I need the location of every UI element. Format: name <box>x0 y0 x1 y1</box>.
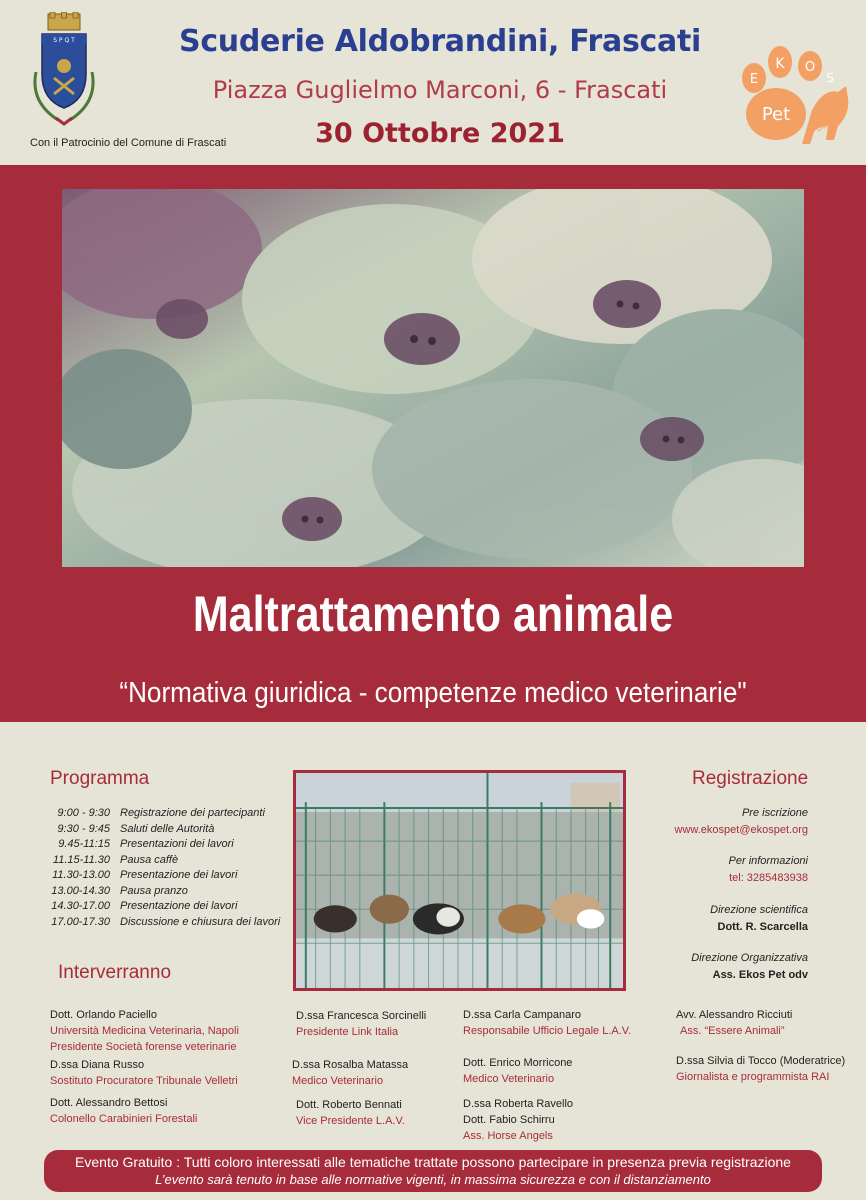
speaker-role: Presidente Link Italia <box>296 1026 399 1038</box>
main-title: Maltrattamento animale <box>192 586 674 642</box>
speaker-role: Università Medicina Veterinaria, Napoli <box>50 1025 239 1037</box>
speaker-matassa <box>292 1057 408 1089</box>
venue-title: Scuderie Aldobrandini, Frascati <box>179 24 701 59</box>
programma-description: Discussione e chiusura dei lavori <box>120 915 281 928</box>
speaker-name: D.ssa Francesca Sorcinelli <box>296 1010 427 1022</box>
speaker-role: Medico Veterinario <box>463 1073 555 1085</box>
programma-time: 9:00 - 9:30 <box>57 807 110 819</box>
crest-text: S P Q T <box>53 37 75 44</box>
programma-time: 9:30 - 9:45 <box>57 822 110 835</box>
programma-time: 13.00-14.30 <box>51 884 110 897</box>
logo-letter-s: S <box>826 71 834 85</box>
frascati-crest-icon <box>28 12 100 132</box>
pigs-photo <box>62 189 804 567</box>
programma-row <box>44 900 294 916</box>
speaker-role: Colonello Carabinieri Forestali <box>50 1113 198 1125</box>
speaker-name: Dott. Fabio Schirru <box>463 1114 555 1126</box>
main-subtitle: “Normativa giuridica - competenze medico veterinarie" <box>119 677 747 709</box>
programma-row <box>44 854 294 870</box>
programma-row <box>44 807 294 823</box>
direzione-scientifica-value: Dott. R. Scarcella <box>717 921 808 933</box>
programma-row <box>44 823 294 839</box>
footer-line-2: L’evento sarà tenuto in base alle normative vigenti, in massima sicurezza e con il distanziamento <box>155 1172 711 1187</box>
phone-number[interactable]: tel: 3285483938 <box>729 872 808 884</box>
speaker-ricciuti <box>676 1007 792 1039</box>
venue-address: Piazza Guglielmo Marconi, 6 - Frascati <box>212 76 668 104</box>
pre-iscrizione-label: Pre iscrizione <box>741 807 808 819</box>
speaker-role: Ass. “Essere Animali” <box>680 1025 785 1037</box>
programma-time: 17.00-17.30 <box>51 915 110 928</box>
programma-time: 11.30-13.00 <box>52 869 110 881</box>
footer-line-1: Evento Gratuito : Tutti coloro interessati alle tematiche trattate possono partecipare in presenza previa registrazione <box>75 1154 791 1170</box>
speaker-campanaro <box>463 1007 631 1039</box>
speaker-role: Medico Veterinario <box>292 1075 384 1087</box>
registration-email-link[interactable]: www.ekospet@ekospet.org <box>674 824 808 836</box>
programma-description: Pausa pranzo <box>120 884 188 897</box>
programma-row <box>44 838 294 854</box>
speaker-name: D.ssa Silvia di Tocco (Moderatrice) <box>676 1055 846 1067</box>
patronage-text: Con il Patrocinio del Comune di Frascati <box>30 137 227 149</box>
speaker-role: Presidente Società forense veterinarie <box>50 1041 237 1053</box>
speaker-role: Sostituto Procuratore Tribunale Velletri <box>50 1075 238 1087</box>
direzione-organizzativa-label: Direzione Organizzativa <box>691 952 808 964</box>
speaker-name: Avv. Alessandro Ricciuti <box>676 1009 793 1021</box>
speaker-sorcinelli <box>296 1008 426 1040</box>
direzione-organizzativa-value: Ass. Ekos Pet odv <box>712 969 808 981</box>
speaker-bettosi <box>50 1095 197 1127</box>
speaker-bennati <box>296 1097 405 1129</box>
logo-odv-text: odv <box>814 117 834 135</box>
speaker-name: D.ssa Roberta Ravello <box>463 1098 574 1110</box>
informazioni-label: Per informazioni <box>728 855 808 867</box>
programma-row <box>44 869 294 885</box>
speaker-role: Responsabile Ufficio Legale L.A.V. <box>463 1025 632 1037</box>
title-band <box>0 165 866 722</box>
direzione-scientifica-label: Direzione scientifica <box>710 904 808 916</box>
speaker-russo <box>50 1057 238 1089</box>
logo-letter-k: K <box>775 56 785 72</box>
programma-time: 11.15-11.30 <box>52 853 110 866</box>
registrazione-heading: Registrazione <box>692 768 809 789</box>
speaker-name: Dott. Alessandro Bettosi <box>50 1097 168 1109</box>
speaker-di-tocco <box>676 1053 845 1085</box>
programma-heading: Programma <box>50 768 150 789</box>
ekos-pet-logo-icon <box>734 40 854 160</box>
programma-time: 14.30-17.00 <box>51 900 110 912</box>
speaker-name: Dott. Orlando Paciello <box>50 1009 157 1021</box>
programma-description: Saluti delle Autorità <box>120 822 215 835</box>
programma-description: Pausa caffè <box>120 853 179 866</box>
speaker-role: Giornalista e programmista RAI <box>676 1071 830 1083</box>
speaker-name: Dott. Enrico Morricone <box>463 1057 573 1069</box>
programma-description: Presentazione dei lavori <box>120 900 238 912</box>
logo-letter-e: E <box>749 72 759 87</box>
programma-description: Presentazione dei lavori <box>120 869 238 881</box>
speaker-paciello <box>50 1007 239 1055</box>
event-date: 30 Ottobre 2021 <box>315 118 565 149</box>
speaker-morricone <box>463 1055 572 1087</box>
programma-description: Presentazioni dei lavori <box>120 838 234 850</box>
interverranno-heading: Interverranno <box>58 962 172 983</box>
speaker-name: D.ssa Diana Russo <box>50 1059 145 1071</box>
logo-pet-text: Pet <box>761 104 791 125</box>
programma-time: 9.45-11:15 <box>58 838 110 850</box>
speaker-ravello-schirru <box>463 1096 573 1144</box>
programma-row <box>44 885 294 901</box>
speaker-name: D.ssa Carla Campanaro <box>463 1009 581 1021</box>
speaker-name: D.ssa Rosalba Matassa <box>292 1059 409 1071</box>
header <box>0 0 866 165</box>
footer-banner <box>44 1150 822 1192</box>
speaker-role: Vice Presidente L.A.V. <box>296 1115 405 1127</box>
speaker-role: Ass. Horse Angels <box>463 1130 553 1142</box>
logo-letter-o: O <box>804 60 816 75</box>
speaker-name: Dott. Roberto Bennati <box>296 1099 402 1111</box>
programma-row <box>44 916 294 932</box>
programma-description: Registrazione dei partecipanti <box>120 807 265 819</box>
